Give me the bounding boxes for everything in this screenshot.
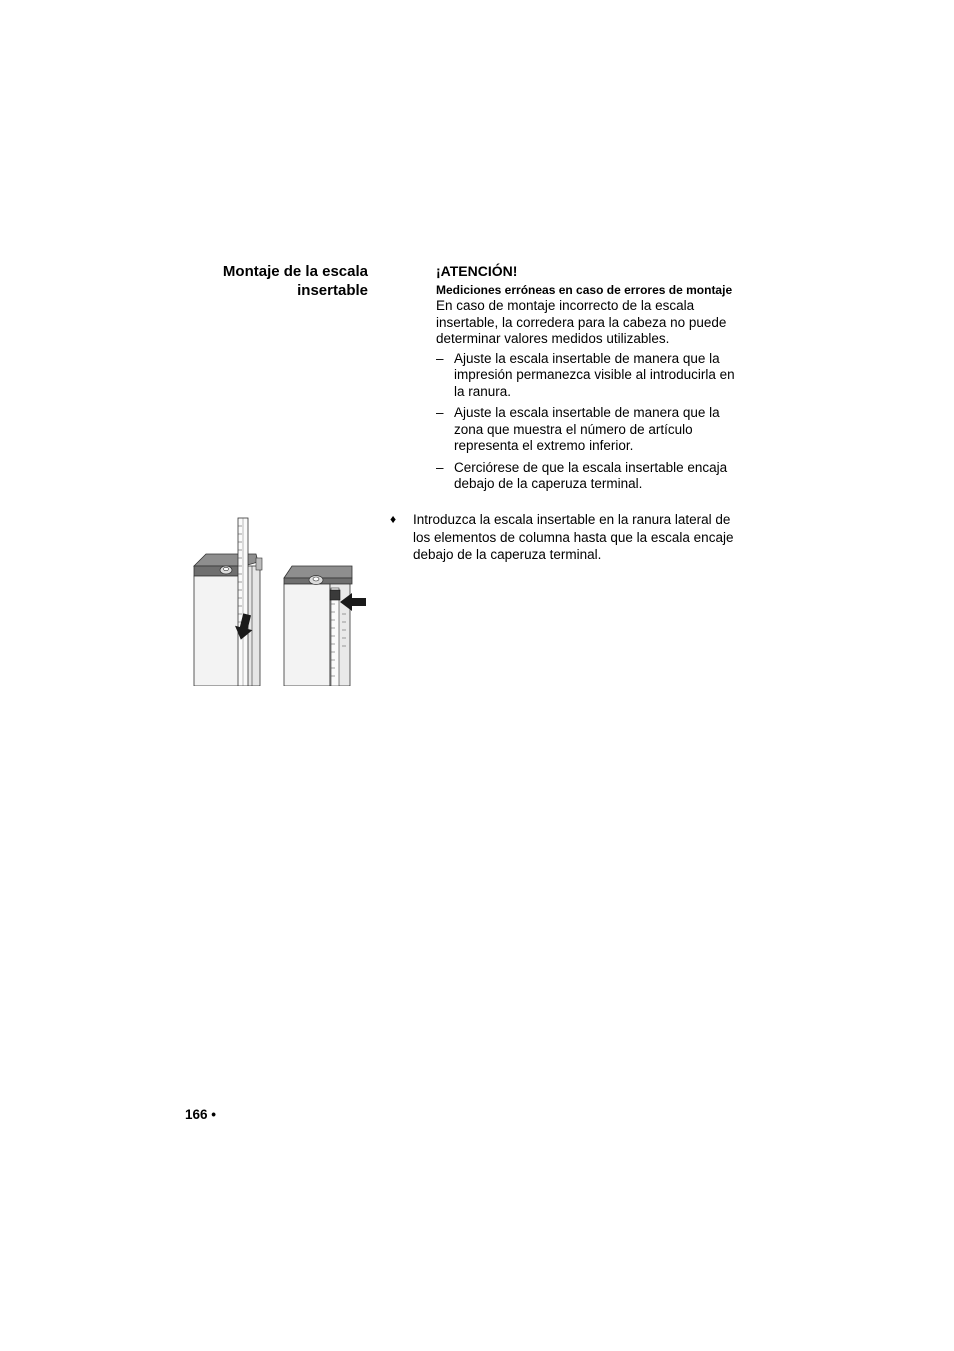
warning-subheading: Mediciones erróneas en caso de errores de montaje xyxy=(436,283,733,297)
diamond-bullet-icon: ♦ xyxy=(390,512,397,526)
step-text: Introduzca la escala insertable en la ranura lateral de los elementos de columna hasta que la escala encaje debajo de la caperuza terminal. xyxy=(413,512,734,562)
list-item xyxy=(436,460,736,493)
list-item xyxy=(436,351,736,401)
section-title-line-1: Montaje de la escala xyxy=(222,263,368,280)
list-item xyxy=(436,405,736,455)
list-item-text: Ajuste la escala insertable de manera que la zona que muestra el número de artículo representa el extremo inferior. xyxy=(454,405,720,453)
column-scale-insertion-illustration xyxy=(192,514,372,686)
list-item-text: Cerciórese de que la escala insertable encaja debajo de la caperuza terminal. xyxy=(454,459,728,491)
dash-bullet: – xyxy=(436,350,444,366)
section-title xyxy=(190,262,368,300)
warning-body: En caso de montaje incorrecto de la escala insertable, la corredera para la cabeza no puede determinar valores medidos utilizables. xyxy=(436,298,727,346)
page-number: 166 • xyxy=(185,1107,217,1122)
warning-list xyxy=(436,351,736,493)
list-item-text: Ajuste la escala insertable de manera que la impresión permanezca visible al introducirla en la ranura. xyxy=(454,350,735,399)
dash-bullet: – xyxy=(436,459,444,475)
section-title-line-2: insertable xyxy=(297,282,368,299)
left-column-drawing xyxy=(194,518,262,686)
warning-heading: ¡ATENCIÓN! xyxy=(436,263,518,279)
dash-bullet: – xyxy=(436,405,444,420)
instruction-step xyxy=(390,511,735,564)
warning-block xyxy=(436,263,736,498)
step-item xyxy=(390,511,735,564)
right-column-drawing xyxy=(284,566,366,686)
